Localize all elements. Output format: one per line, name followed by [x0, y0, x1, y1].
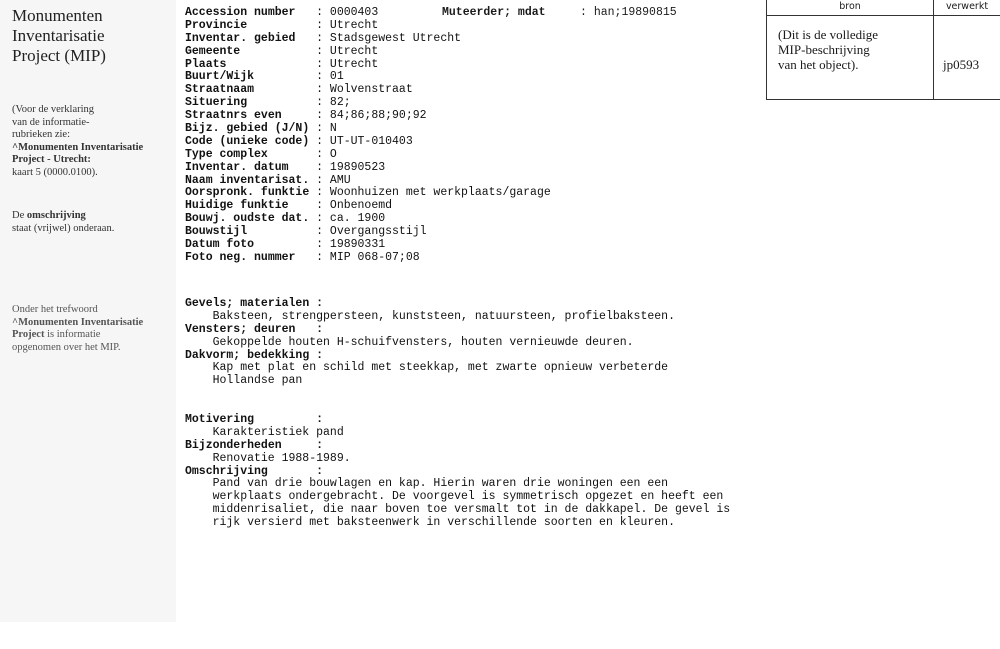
note-bold: ^Monumenten Inventarisatie [12, 316, 144, 328]
field-value: : 19890523 [316, 160, 386, 174]
field-label: Bijz. gebied (J/N) [185, 122, 310, 136]
header-verwerkt: verwerkt [945, 1, 989, 12]
building-details [185, 298, 675, 388]
field-value: : Utrecht [316, 18, 379, 32]
field-value: : ca. 1900 [316, 212, 386, 226]
section-line: Pand van drie bouwlagen en kap. Hierin waren drie woningen een een [212, 477, 669, 491]
field-label: Datum foto [185, 238, 255, 252]
field-label: Gemeente [185, 44, 241, 58]
note-line: (Voor de verklaring [12, 104, 95, 115]
note-bold: Project - Utrecht: [12, 154, 91, 166]
field-label: Foto neg. nummer [185, 250, 296, 264]
section-line: Hollandse pan [212, 374, 303, 388]
field-value: : O [316, 147, 337, 161]
field-label: Inventar. gebied [185, 31, 296, 45]
field-label: Straatnrs even [185, 109, 282, 123]
section-line: rijk versierd met baksteenwerk in verschillende soorten en kleuren. [212, 516, 675, 530]
field-value: : han;19890815 [580, 6, 677, 19]
record-fields [185, 7, 551, 265]
sidebar-note-keyword [12, 304, 143, 354]
field-label: Plaats [185, 57, 227, 71]
note-line: kaart 5 (0000.0100). [12, 166, 98, 178]
note-line: van de informatie- [12, 116, 90, 128]
field-row [185, 136, 551, 149]
field-label: Bouwstijl [185, 225, 248, 239]
field-value: : 0000403 [316, 6, 379, 19]
note-bold: Project [12, 329, 45, 341]
field-value: : MIP 068-07;08 [316, 250, 420, 264]
note-line: staat (vrijwel) onderaan. [12, 222, 115, 234]
section-line: Baksteen, strengpersteen, kunststeen, natuursteen, profielbaksteen. [212, 309, 675, 323]
note-bold: ^Monumenten Inventarisatie [12, 141, 144, 153]
source-table [766, 0, 1000, 100]
title-line: Project (MIP) [12, 46, 106, 65]
section-heading: Omschrijving : [185, 464, 324, 478]
field-value: : 19890331 [316, 238, 386, 252]
field-value: : 82; [316, 96, 351, 110]
field-label: Bouwj. oudste dat. [185, 212, 310, 226]
field-value: : 84;86;88;90;92 [316, 109, 427, 123]
title-line: Monumenten [12, 6, 103, 25]
field-label: Naam inventarisat. [185, 173, 310, 187]
field-label: Accession number [185, 6, 296, 19]
section-line: Kap met plat en schild met steekkap, met zwarte opnieuw verbeterde [212, 361, 669, 375]
field-value: : AMU [316, 173, 351, 187]
field-row [185, 162, 551, 175]
field-label: Oorspronk. funktie [185, 186, 310, 200]
field-label: Type complex [185, 147, 268, 161]
title-line: Inventarisatie [12, 26, 105, 45]
field-value: : Wolvenstraat [316, 83, 413, 97]
section-heading: Dakvorm; bedekking : [185, 348, 324, 362]
field-value: : Stadsgewest Utrecht [316, 31, 462, 45]
sidebar [0, 0, 176, 622]
field-value: : Woonhuizen met werkplaats/garage [316, 186, 551, 200]
column-divider [933, 0, 934, 99]
section-line: werkplaats ondergebracht. De voorgevel is symmetrisch opgezet en heeft een [212, 490, 724, 504]
field-label: Straatnaam [185, 83, 255, 97]
note-line: rubrieken zie: [12, 129, 71, 141]
sidebar-note-description [12, 210, 114, 235]
section-line: Renovatie 1988-1989. [212, 451, 351, 465]
field-value: : Utrecht [316, 57, 379, 71]
note-bold: omschrijving [26, 210, 86, 221]
header-bron: bron [839, 1, 861, 12]
sidebar-note-reference [12, 104, 143, 180]
section-line: Karakteristiek pand [212, 425, 344, 439]
table-header [767, 0, 1000, 16]
field-label: Huidige funktie [185, 199, 289, 213]
field-value: : N [316, 122, 337, 136]
field-label: Inventar. datum [185, 160, 289, 174]
field-value: : Utrecht [316, 44, 379, 58]
field-value: : 01 [316, 70, 344, 84]
field-value: : Overgangsstijl [316, 225, 427, 239]
note-text: is informatie [44, 329, 101, 341]
field-value: : Onbenoemd [316, 199, 393, 213]
mutation-field [442, 7, 677, 20]
section-heading: Vensters; deuren : [185, 322, 324, 336]
note-text: De [12, 210, 27, 221]
section-line: Gekoppelde houten H-schuifvensters, houten vernieuwde deuren. [212, 335, 634, 349]
field-row [185, 252, 551, 265]
field-label: Muteerder; mdat [442, 6, 546, 19]
verwerkt-code: jp0593 [943, 57, 980, 72]
sidebar-title [12, 6, 106, 66]
field-label: Buurt/Wijk [185, 70, 255, 84]
section-heading: Bijzonderheden : [185, 438, 324, 452]
bron-text: (Dit is de volledige MIP-beschrijving van het object). [778, 27, 879, 72]
description-sections [185, 414, 730, 530]
field-label: Code (unieke code) [185, 134, 310, 148]
section-heading: Gevels; materialen : [185, 297, 324, 310]
field-label: Situering [185, 96, 248, 110]
section-heading: Motivering : [185, 413, 324, 426]
field-value: : UT-UT-010403 [316, 134, 413, 148]
note-line: opgenomen over het MIP. [12, 341, 121, 353]
section-line: middenrisaliet, die naar boven toe versmalt tot in de dakkapel. De gevel is [212, 503, 731, 517]
note-line: Onder het trefwoord [12, 304, 98, 315]
field-label: Provincie [185, 18, 248, 32]
